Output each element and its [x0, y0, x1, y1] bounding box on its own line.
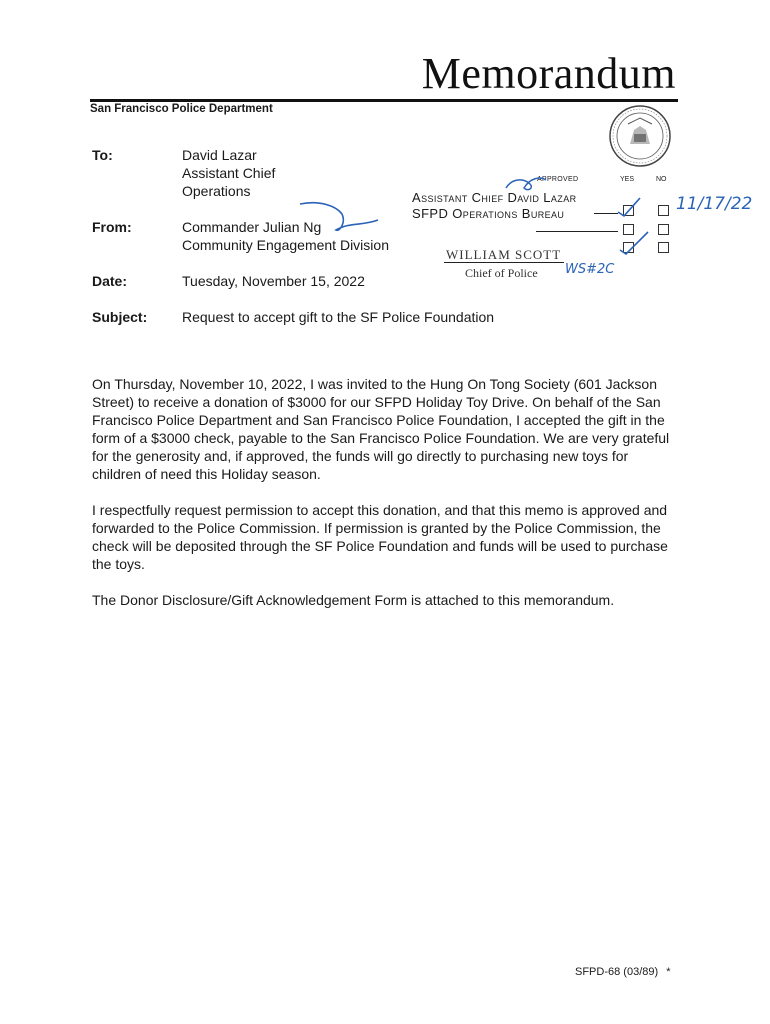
no-checkbox-scott[interactable]	[658, 242, 669, 253]
no-checkbox-blank[interactable]	[658, 224, 669, 235]
memo-title: Memorandum	[421, 49, 676, 98]
subject-value: Request to accept gift to the SF Police Foundation	[182, 309, 495, 325]
header-rule	[90, 99, 678, 102]
body-paragraph: On Thursday, November 10, 2022, I was invited to the Hung On Tong Society (601 Jackson Street) to receive a donation of $3000 for our SFPD Holiday Toy Drive. On behalf of the San Francisco Police Department and San Francisco Police Foundation, I accepted the gift in the form of a $3000 check, payable to the San Francisco Police Foundation. We are very grateful for the generosity and, if approved, the funds will go directly to purchasing new toys for children of need this Holiday season.	[92, 376, 670, 482]
from-label: From:	[92, 219, 132, 235]
form-code-text: SFPD-68 (03/89)	[575, 966, 659, 978]
footer-mark: *	[666, 966, 671, 978]
body-paragraph: The Donor Disclosure/Gift Acknowledgement Form is attached to this memorandum.	[92, 592, 615, 608]
date-value: Tuesday, November 15, 2022	[182, 273, 365, 289]
to-title: Assistant Chief	[182, 165, 276, 181]
form-code	[575, 966, 671, 978]
to-name: David Lazar	[182, 147, 257, 163]
department-name: San Francisco Police Department	[90, 103, 273, 115]
subject-label: Subject:	[92, 309, 148, 325]
to-unit: Operations	[182, 183, 251, 199]
signature-line	[594, 213, 618, 214]
yes-label: YES	[620, 176, 635, 183]
yes-checkbox-scott[interactable]	[623, 242, 634, 253]
from-name: Commander Julian Ng	[182, 219, 322, 235]
approver-line-1: Assistant Chief David Lazar	[412, 190, 577, 205]
approved-label: APPROVED	[537, 176, 579, 183]
handwritten-date: 11/17/22	[676, 194, 753, 214]
chief-name: WILLIAM SCOTT	[446, 247, 562, 262]
no-label: NO	[656, 176, 667, 183]
to-label: To:	[92, 147, 113, 163]
signature-line	[444, 262, 564, 263]
yes-checkbox-blank[interactable]	[623, 224, 634, 235]
no-checkbox-lazar[interactable]	[658, 205, 669, 216]
signature-line	[536, 231, 618, 232]
date-label: Date:	[92, 273, 128, 289]
body-paragraph: I respectfully request permission to accept this donation, and that this memo is approved and forwarded to the Police Commission. If permission is granted by the Police Commission, the check will be deposited through the SF Police Foundation and funds will be used to purchase the toys.	[92, 502, 668, 572]
chief-title: Chief of Police	[465, 266, 538, 280]
approver-line-2: SFPD Operations Bureau	[412, 206, 565, 221]
from-unit: Community Engagement Division	[182, 237, 389, 253]
yes-checkbox-lazar[interactable]	[623, 205, 634, 216]
city-seal-icon	[604, 104, 676, 168]
handwritten-initials: WS#2C	[565, 262, 615, 277]
